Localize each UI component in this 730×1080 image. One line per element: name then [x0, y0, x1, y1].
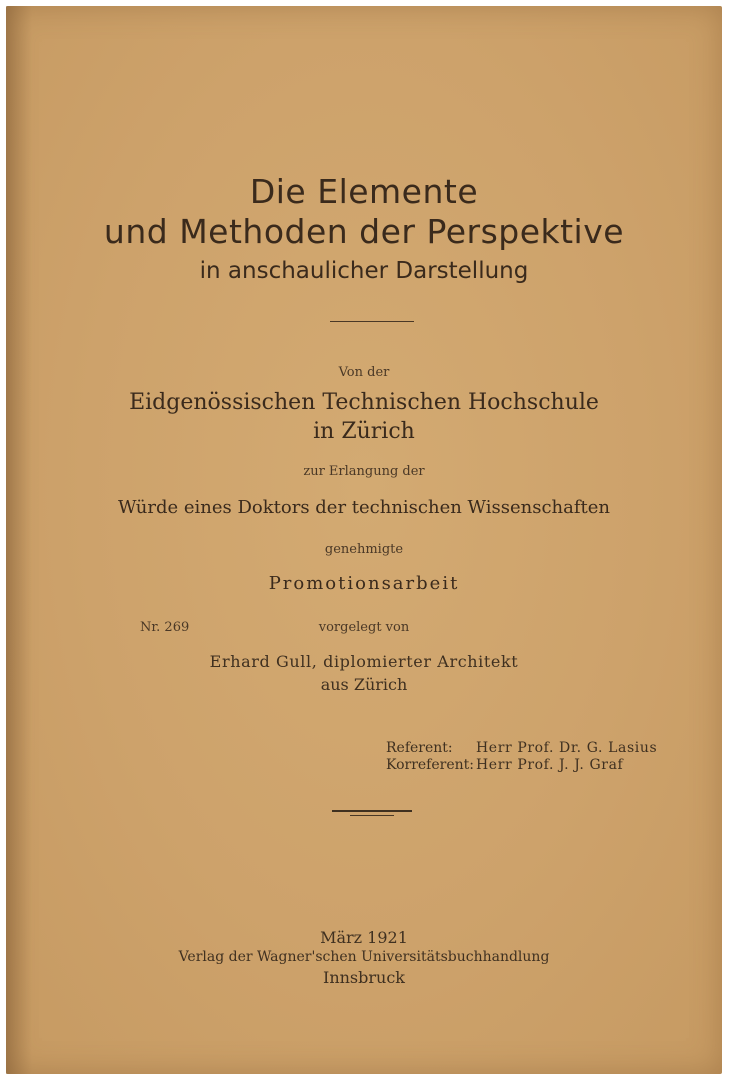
coreferee-row: [386, 757, 657, 774]
publisher: Verlag der Wagner'schen Universitätsbuchhandlung: [178, 949, 550, 965]
dissertation-number: Nr. 269: [140, 620, 190, 635]
divider-bottom-upper: [332, 810, 412, 812]
institution-line-2: in Zürich: [313, 419, 415, 444]
referee-role: Referent:: [386, 740, 453, 756]
referee-row: [386, 740, 657, 757]
divider-top: [330, 321, 414, 322]
subtitle: in anschaulicher Darstellung: [199, 258, 529, 284]
divider-bottom-lower: [350, 815, 394, 816]
publication-date: März 1921: [320, 928, 408, 947]
referee-name: Herr Prof. Dr. G. Lasius: [476, 740, 658, 756]
institution-line-1: Eidgenössischen Technischen Hochschule: [129, 390, 599, 415]
cover-spine-shadow: [6, 6, 32, 1074]
title-line-2: und Methoden der Perspektive: [103, 212, 625, 251]
vorgelegt-von-text: vorgelegt von: [318, 620, 410, 635]
book-cover: [6, 6, 722, 1074]
coreferee-role: Korreferent:: [386, 757, 474, 773]
zur-erlangung-text: zur Erlangung der: [303, 464, 425, 479]
author-origin: aus Zürich: [320, 675, 408, 694]
title-line-1: Die Elemente: [249, 172, 479, 211]
referees-block: [386, 740, 657, 774]
work-type: Promotionsarbeit: [268, 573, 460, 594]
publication-city: Innsbruck: [323, 968, 405, 987]
author-name: Erhard Gull, diplomierter Architekt: [209, 652, 519, 671]
coreferee-name: Herr Prof. J. J. Graf: [476, 757, 624, 773]
degree-text: Würde eines Doktors der technischen Wissenschaften: [117, 497, 611, 518]
genehmigte-text: genehmigte: [324, 542, 404, 557]
von-der-text: Von der: [338, 365, 390, 380]
